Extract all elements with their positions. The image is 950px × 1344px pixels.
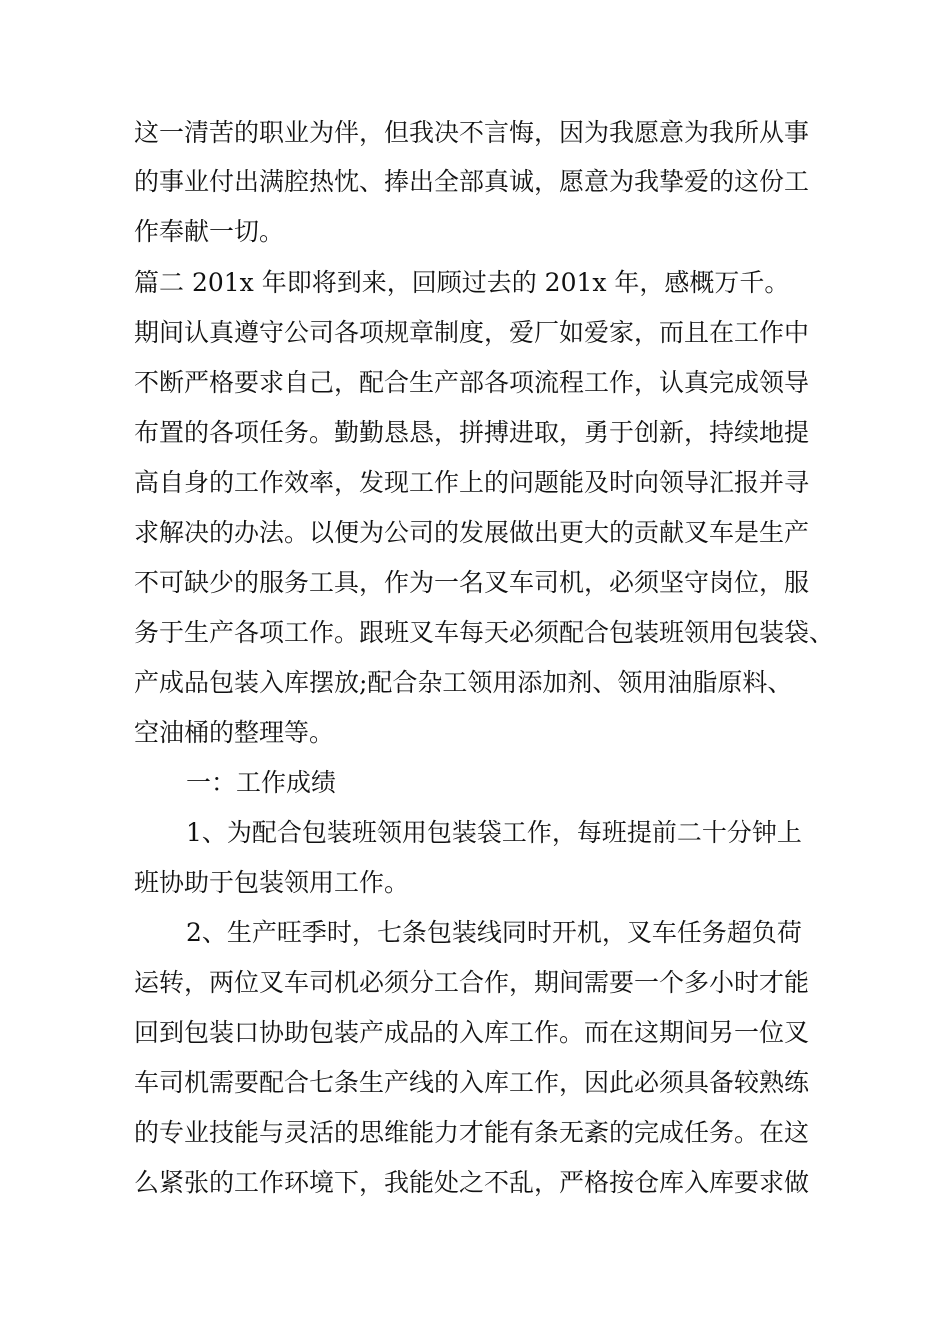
- text-line: 回到包装口协助包装产成品的入库工作。而在这期间另一位叉: [134, 1018, 810, 1047]
- text-line: 不断严格要求自己，配合生产部各项流程工作，认真完成领导: [134, 368, 810, 397]
- text-line: 车司机需要配合七条生产线的入库工作，因此必须具备较熟练: [134, 1068, 810, 1097]
- text-line: 的专业技能与灵活的思维能力才能有条无紊的完成任务。在这: [134, 1118, 810, 1147]
- text-line: 作奉献一切。: [134, 217, 285, 246]
- subheading: 一：工作成绩: [186, 768, 337, 797]
- text-line: 不可缺少的服务工具，作为一名叉车司机，必须坚守岗位，服: [134, 568, 810, 597]
- text-line: 务于生产各项工作。跟班叉车每天必须配合包装班领用包装袋、: [134, 618, 835, 647]
- text-line: 期间认真遵守公司各项规章制度，爱厂如爱家，而且在工作中: [134, 318, 810, 347]
- text-line: 这一清苦的职业为伴，但我决不言悔，因为我愿意为我所从事: [134, 118, 810, 147]
- text-line: 么紧张的工作环境下，我能处之不乱，严格按仓库入库要求做: [134, 1168, 810, 1197]
- text-line: 空油桶的整理等。: [134, 718, 335, 747]
- list-item-line: 2、生产旺季时，七条包装线同时开机，叉车任务超负荷: [186, 918, 802, 947]
- text-line: 运转，两位叉车司机必须分工合作，期间需要一个多小时才能: [134, 968, 810, 997]
- list-item-line: 班协助于包装领用工作。: [134, 868, 410, 897]
- list-item-line: 1、为配合包装班领用包装袋工作，每班提前二十分钟上: [186, 818, 802, 847]
- section-heading: 篇二 201x 年即将到来，回顾过去的 201x 年，感概万千。: [134, 268, 790, 297]
- text-line: 的事业付出满腔热忱、捧出全部真诚，愿意为我挚爱的这份工: [134, 167, 810, 196]
- text-line: 产成品包装入库摆放;配合杂工领用添加剂、领用油脂原料、: [134, 668, 793, 697]
- text-line: 求解决的办法。以便为公司的发展做出更大的贡献叉车是生产: [134, 518, 810, 547]
- text-line: 高自身的工作效率，发现工作上的问题能及时向领导汇报并寻: [134, 468, 810, 497]
- text-line: 布置的各项任务。勤勤恳恳，拼搏进取，勇于创新，持续地提: [134, 418, 810, 447]
